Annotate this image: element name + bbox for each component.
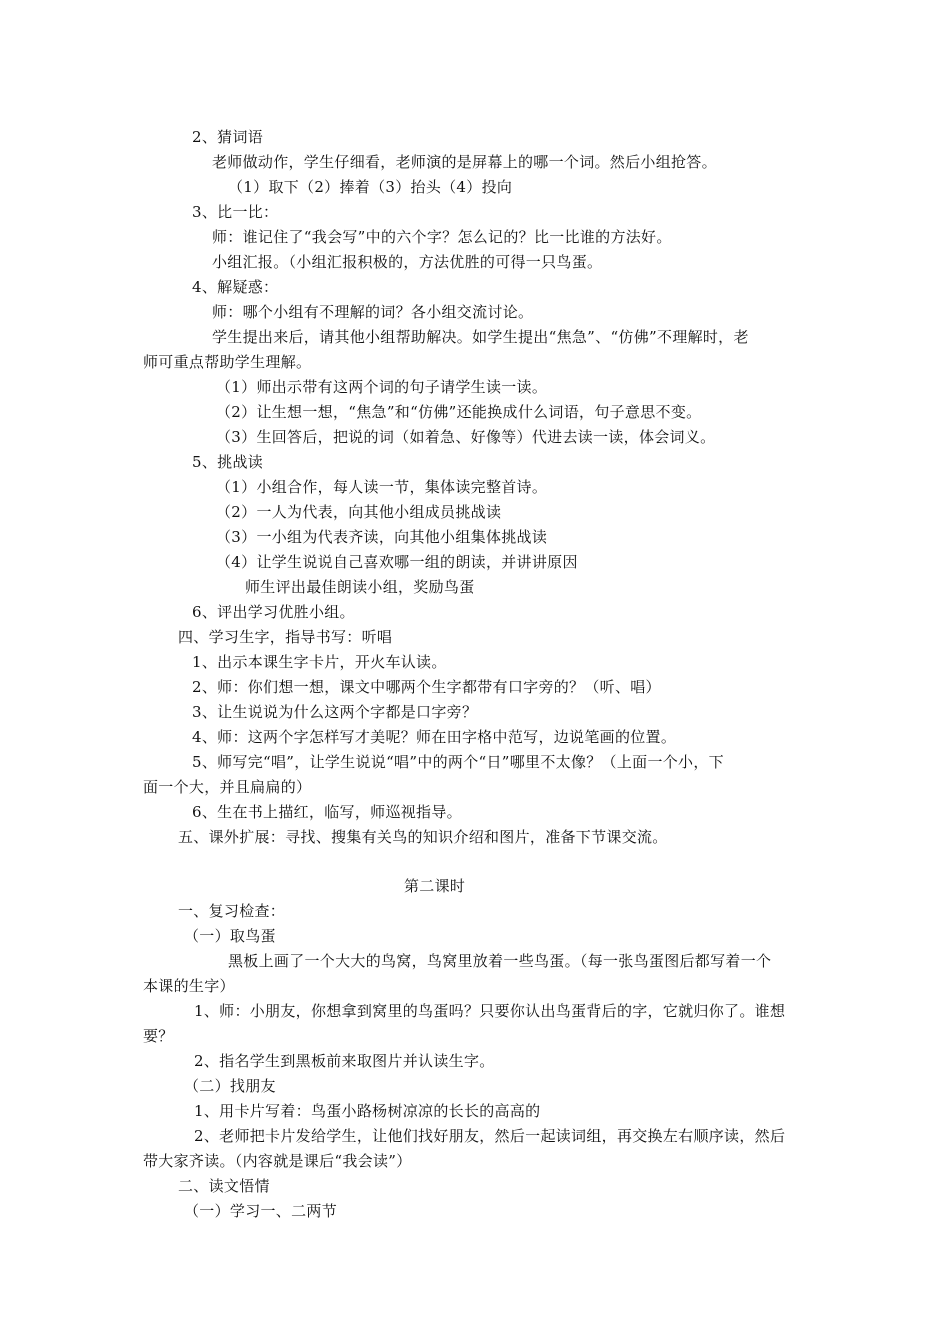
- list-item: （4）让学生说说自己喜欢哪一组的朗读，并讲讲原因: [216, 553, 578, 571]
- paragraph: 本课的生字）: [143, 977, 235, 995]
- list-item: （2）一人为代表，向其他小组成员挑战读: [216, 503, 502, 521]
- paragraph: 老师做动作，学生仔细看，老师演的是屏幕上的哪一个词。然后小组抢答。: [212, 153, 717, 171]
- paragraph: 黑板上画了一个大大的鸟窝，鸟窝里放着一些鸟蛋。（每一张鸟蛋图后都写着一个: [228, 952, 772, 970]
- list-item: 3、让生说说为什么这两个字都是口字旁？: [192, 703, 478, 721]
- subsection-heading: （一）取鸟蛋: [184, 927, 276, 945]
- section-heading-four: 四、学习生字，指导书写：听唱: [178, 628, 393, 646]
- section-heading-one: 一、复习检查：: [178, 902, 286, 920]
- paragraph: 面一个大，并且扁扁的）: [143, 778, 312, 796]
- heading-challenge-read: 5、挑战读: [192, 453, 264, 471]
- section-heading-five: 五、课外扩展：寻找、搜集有关鸟的知识介绍和图片，准备下节课交流。: [178, 828, 668, 846]
- paragraph: （1）取下（2）捧着（3）抬头（4）投向: [228, 178, 513, 196]
- list-item: （1）师出示带有这两个词的句子请学生读一读。: [216, 378, 548, 396]
- paragraph: 师：谁记住了“我会写”中的六个字？怎么记的？比一比谁的方法好。: [212, 228, 672, 246]
- subsection-heading: （一）学习一、二两节: [184, 1202, 338, 1220]
- paragraph: 带大家齐读。（内容就是课后“我会读”）: [143, 1152, 412, 1170]
- list-item: 6、生在书上描红，临写，师巡视指导。: [192, 803, 462, 821]
- paragraph: 学生提出来后，请其他小组帮助解决。如学生提出“焦急”、“仿佛”不理解时，老: [212, 328, 749, 346]
- paragraph: 师可重点帮助学生理解。: [143, 353, 312, 371]
- list-item: 4、师：这两个字怎样写才美呢？师在田字格中范写，边说笔画的位置。: [192, 728, 677, 746]
- list-item: 1、用卡片写着：鸟蛋小路杨树凉凉的长长的高高的: [194, 1102, 541, 1120]
- heading-best-group: 6、评出学习优胜小组。: [192, 603, 355, 621]
- heading-resolve-doubts: 4、解疑惑：: [192, 278, 279, 296]
- list-item: 2、指名学生到黑板前来取图片并认读生字。: [194, 1052, 495, 1070]
- paragraph: 要？: [143, 1027, 174, 1045]
- heading-guess-words: 2、猜词语: [192, 128, 264, 146]
- paragraph: 师：哪个小组有不理解的词？各小组交流讨论。: [212, 303, 534, 321]
- subsection-heading: （二）找朋友: [184, 1077, 276, 1095]
- list-item: 1、出示本课生字卡片，开火车认读。: [192, 653, 447, 671]
- lesson-title: 第二课时: [404, 877, 466, 895]
- heading-compare: 3、比一比：: [192, 203, 279, 221]
- list-item: （3）一小组为代表齐读，向其他小组集体挑战读: [216, 528, 548, 546]
- list-item: （1）小组合作，每人读一节，集体读完整首诗。: [216, 478, 548, 496]
- section-heading-two: 二、读文悟情: [178, 1177, 270, 1195]
- paragraph: 师生评出最佳朗读小组，奖励鸟蛋: [245, 578, 475, 596]
- paragraph: 2、老师把卡片发给学生，让他们找好朋友，然后一起读词组，再交换左右顺序读，然后: [194, 1127, 786, 1145]
- list-item: （3）生回答后，把说的词（如着急、好像等）代进去读一读，体会词义。: [216, 428, 716, 446]
- paragraph: 1、师：小朋友，你想拿到窝里的鸟蛋吗？只要你认出鸟蛋背后的字，它就归你了。谁想: [194, 1002, 786, 1020]
- list-item: （2）让生想一想，“焦急”和“仿佛”还能换成什么词语，句子意思不变。: [216, 403, 702, 421]
- list-item: 5、师写完“唱”，让学生说说“唱”中的两个“日”哪里不太像？（上面一个小，下: [192, 753, 724, 771]
- paragraph: 小组汇报。（小组汇报积极的，方法优胜的可得一只鸟蛋。: [212, 253, 603, 271]
- list-item: 2、师：你们想一想，课文中哪两个生字都带有口字旁的？（听、唱）: [192, 678, 661, 696]
